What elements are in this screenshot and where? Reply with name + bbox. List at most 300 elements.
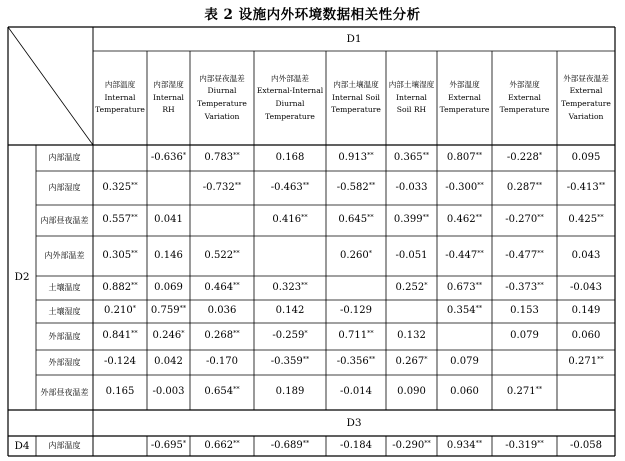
value-text	[271, 356, 310, 369]
value-text	[447, 305, 482, 318]
significance-mark: **	[301, 280, 308, 289]
value-cell	[437, 323, 492, 350]
value-cell	[254, 323, 326, 350]
column-header-en2: Temperature	[331, 105, 381, 115]
value-cell	[492, 350, 557, 375]
correlation-value: 0.246	[152, 330, 182, 342]
table-row-label	[38, 205, 91, 236]
significance-mark: **	[131, 280, 138, 289]
value-cell	[190, 171, 254, 205]
table-row-label	[38, 375, 91, 410]
correlation-value: 0.090	[397, 386, 426, 398]
value-text	[397, 330, 426, 343]
value-cell	[93, 350, 147, 375]
value-cell	[492, 323, 557, 350]
value-cell	[557, 205, 615, 236]
group-label-text: D3	[346, 416, 362, 429]
value-cell	[93, 276, 147, 300]
correlation-value: -0.477	[505, 249, 538, 261]
correlation-value: 0.079	[510, 330, 539, 342]
value-cell	[437, 236, 492, 276]
value-cell	[437, 350, 492, 375]
value-cell	[557, 375, 615, 410]
value-cell	[147, 276, 190, 300]
value-text	[340, 305, 372, 318]
value-cell	[93, 323, 147, 350]
row-label-text: 内部昼夜温差	[40, 215, 89, 225]
value-cell	[437, 205, 492, 236]
value-cell	[386, 300, 437, 323]
value-cell	[386, 171, 437, 205]
value-cell	[147, 236, 190, 276]
correlation-value: 0.060	[450, 386, 479, 398]
significance-mark: **	[367, 213, 374, 222]
value-text	[338, 330, 373, 343]
row-label-text: 外部昼夜温差	[40, 387, 89, 397]
correlation-value: -0.447	[445, 249, 478, 261]
value-text	[507, 152, 542, 165]
column-header	[327, 52, 385, 144]
value-cell	[254, 350, 326, 375]
correlation-value: 0.060	[571, 330, 601, 342]
correlation-value: 0.146	[154, 249, 183, 261]
value-cell	[326, 300, 386, 323]
correlation-value: -0.170	[205, 356, 238, 368]
correlation-value: -0.043	[569, 281, 602, 293]
group-label-text: D1	[346, 32, 362, 45]
value-cell	[254, 276, 326, 300]
group-label-text: D4	[14, 439, 30, 452]
correlation-value: -0.184	[339, 439, 372, 451]
correlation-value: 0.260	[340, 249, 369, 261]
value-cell	[190, 323, 254, 350]
column-header	[148, 52, 189, 144]
value-text	[505, 214, 544, 227]
row-label-text: 土壤湿度	[48, 306, 81, 316]
correlation-value: 0.079	[450, 356, 479, 368]
correlation-value: -0.636	[150, 151, 183, 163]
value-cell	[147, 436, 190, 456]
significance-mark: **	[422, 150, 430, 159]
value-text	[337, 182, 376, 195]
column-header-cn: 外部湿度	[509, 80, 540, 90]
significance-mark: **	[302, 438, 310, 447]
correlation-value: 0.043	[571, 249, 601, 261]
significance-mark: **	[537, 438, 544, 447]
significance-mark: **	[367, 329, 374, 338]
correlation-value: 0.882	[102, 281, 132, 293]
value-cell	[147, 323, 190, 350]
value-text	[104, 356, 136, 369]
value-text	[510, 330, 539, 343]
correlation-value: -0.359	[270, 356, 303, 368]
correlation-value: 0.807	[446, 151, 476, 163]
column-header-en2: RH	[162, 105, 175, 115]
correlation-value: -0.129	[339, 305, 372, 317]
column-header-cn: 内外部温差	[271, 73, 309, 83]
column-header-cn: 内部土壤湿度	[388, 80, 435, 90]
value-text	[395, 182, 427, 195]
value-cell	[326, 323, 386, 350]
correlation-value: 0.165	[105, 386, 135, 398]
value-text	[396, 356, 428, 369]
value-cell	[190, 145, 254, 171]
column-header-text	[153, 79, 184, 117]
significance-mark: **	[424, 438, 431, 447]
column-header-en1: Internal	[396, 92, 427, 102]
value-cell	[557, 276, 615, 300]
column-header-cn: 内部土壤温度	[333, 80, 379, 90]
value-cell	[326, 350, 386, 375]
row-label-text: 外部温度	[48, 331, 81, 341]
correlation-value: -0.290	[392, 439, 425, 451]
significance-mark: *	[182, 438, 187, 447]
row-label-text: 内部温度	[48, 153, 81, 162]
value-cell	[254, 375, 326, 410]
value-text	[572, 250, 601, 263]
column-header-cn: 外部昼夜温差	[563, 73, 609, 83]
correlation-value: -0.689	[270, 439, 303, 451]
correlation-value: 0.934	[446, 439, 476, 451]
value-text	[154, 356, 183, 369]
significance-mark: *	[424, 280, 428, 289]
value-text	[507, 182, 542, 195]
value-text	[204, 152, 239, 165]
correlation-value: -0.582	[336, 181, 369, 193]
column-header-text	[95, 79, 145, 117]
value-text	[154, 250, 183, 263]
correlation-value: -0.463	[270, 181, 303, 193]
significance-mark: **	[477, 248, 484, 257]
significance-mark: **	[597, 213, 604, 222]
correlation-value: -0.058	[569, 439, 602, 451]
value-cell	[557, 171, 615, 205]
value-text	[208, 305, 237, 318]
correlation-value: 0.168	[275, 151, 305, 163]
value-cell	[254, 171, 326, 205]
value-text	[340, 386, 372, 399]
value-cell	[557, 236, 615, 276]
significance-mark: **	[234, 180, 242, 189]
value-cell	[386, 205, 437, 236]
value-text	[445, 250, 484, 263]
correlation-value: -0.319	[505, 439, 538, 451]
value-cell	[326, 276, 386, 300]
correlation-value: -0.695	[150, 439, 183, 451]
significance-mark: **	[302, 355, 310, 364]
column-header-en1: External	[569, 86, 603, 96]
correlation-value: 0.323	[272, 281, 302, 293]
value-text	[271, 440, 310, 453]
table-row-label	[38, 300, 91, 323]
value-cell	[93, 436, 147, 456]
column-header-en1: Internal Soil	[332, 92, 380, 102]
value-cell	[492, 375, 557, 410]
correlation-value: 0.711	[338, 330, 368, 342]
value-cell	[190, 350, 254, 375]
value-cell	[492, 171, 557, 205]
correlation-value: 0.095	[571, 151, 601, 163]
column-header	[191, 52, 253, 144]
group-label-d4	[8, 436, 36, 456]
correlation-value: 0.325	[102, 181, 132, 193]
correlation-value: 0.673	[446, 281, 476, 293]
correlation-value: 0.305	[102, 249, 132, 261]
value-text	[102, 214, 137, 227]
value-cell	[147, 145, 190, 171]
column-header-text	[500, 79, 550, 117]
value-cell	[147, 205, 190, 236]
value-cell	[437, 171, 492, 205]
correlation-value: -0.051	[395, 249, 428, 261]
value-text	[572, 330, 601, 343]
column-header-en2: Temperature Variation	[197, 99, 247, 121]
value-text	[394, 152, 429, 165]
table-title: 表 2 设施内外环境数据相关性分析	[204, 7, 421, 23]
value-cell	[437, 145, 492, 171]
value-cell	[326, 375, 386, 410]
value-text	[337, 356, 376, 369]
value-text	[505, 250, 544, 263]
value-cell	[147, 171, 190, 205]
significance-mark: *	[182, 150, 187, 159]
correlation-value: 0.759	[150, 305, 180, 317]
significance-mark: **	[368, 355, 376, 364]
value-cell	[254, 300, 326, 323]
value-text	[102, 282, 137, 295]
value-text	[450, 386, 479, 399]
value-cell	[437, 276, 492, 300]
correlation-value: 0.271	[568, 356, 598, 368]
value-text	[203, 182, 242, 195]
correlation-value: -0.300	[445, 181, 478, 193]
correlation-value: 0.416	[272, 214, 302, 226]
value-cell	[254, 436, 326, 456]
value-text	[447, 282, 482, 295]
significance-mark: **	[233, 438, 240, 447]
significance-mark: **	[422, 213, 430, 222]
correlation-value: -0.124	[103, 356, 136, 368]
column-header-text	[331, 79, 381, 117]
value-cell	[492, 205, 557, 236]
correlation-value: 0.365	[393, 151, 423, 163]
correlation-value: 0.042	[154, 356, 183, 368]
significance-mark: **	[368, 180, 376, 189]
column-header	[438, 52, 491, 144]
correlation-value: 0.557	[102, 214, 132, 226]
value-cell	[326, 205, 386, 236]
correlation-value: -0.356	[336, 356, 369, 368]
value-text	[102, 182, 137, 195]
value-text	[445, 182, 484, 195]
value-text	[151, 152, 186, 165]
value-text	[204, 250, 239, 263]
value-cell	[93, 145, 147, 171]
column-header	[558, 52, 614, 144]
significance-mark: **	[477, 180, 484, 189]
significance-mark: **	[535, 180, 543, 189]
correlation-value: 0.153	[510, 305, 539, 317]
correlation-value: -0.014	[339, 386, 372, 398]
correlation-value: 0.287	[506, 181, 536, 193]
value-text	[570, 440, 602, 453]
group-label-d1	[93, 27, 615, 51]
significance-mark: **	[302, 180, 310, 189]
value-cell	[386, 436, 437, 456]
correlation-value: 0.069	[154, 281, 183, 293]
row-label-text: 外部湿度	[48, 357, 81, 367]
value-cell	[190, 300, 254, 323]
value-cell	[386, 236, 437, 276]
value-text	[271, 182, 310, 195]
value-text	[394, 214, 429, 227]
correlation-value: -0.033	[395, 181, 428, 193]
correlation-value: 0.132	[397, 330, 426, 342]
table-row-label	[38, 350, 91, 375]
value-text	[340, 250, 372, 263]
correlation-value: 0.267	[395, 356, 425, 368]
value-cell	[437, 300, 492, 323]
table-row-d4-label	[38, 436, 91, 456]
value-cell	[386, 145, 437, 171]
value-text	[395, 250, 427, 263]
value-text	[338, 152, 373, 165]
value-cell	[93, 236, 147, 276]
column-header-en2: Temperature	[439, 105, 490, 115]
value-text	[272, 214, 307, 227]
value-text	[392, 440, 431, 453]
value-cell	[93, 171, 147, 205]
row-label-text: 内部温度	[48, 441, 81, 450]
significance-mark: *	[181, 329, 185, 338]
value-text	[104, 305, 136, 318]
value-cell	[386, 276, 437, 300]
value-text	[340, 440, 372, 453]
table-row-label	[38, 145, 91, 171]
column-header-en2: Temperature	[95, 105, 145, 115]
value-cell	[254, 205, 326, 236]
value-cell	[147, 375, 190, 410]
significance-mark: **	[233, 248, 240, 257]
significance-mark: **	[233, 150, 240, 159]
correlation-value: 0.462	[446, 214, 476, 226]
value-cell	[557, 323, 615, 350]
row-label-text: 内外部温差	[44, 251, 85, 260]
correlation-value: -0.732	[202, 181, 235, 193]
correlation-value: 0.654	[204, 386, 234, 398]
value-cell	[93, 375, 147, 410]
column-header-en1: External-Internal	[256, 86, 324, 96]
corner-diagonal	[8, 27, 93, 145]
significance-mark: **	[475, 213, 483, 222]
value-cell	[557, 145, 615, 171]
correlation-value: 0.189	[275, 386, 305, 398]
value-text	[276, 386, 305, 399]
value-text	[568, 356, 603, 369]
group-label-d2	[8, 145, 36, 410]
column-header-text	[191, 73, 253, 123]
value-cell	[492, 145, 557, 171]
column-header-cn: 内部湿度	[153, 80, 184, 90]
value-text	[572, 152, 601, 165]
significance-mark: **	[475, 280, 483, 289]
column-header	[94, 52, 146, 144]
significance-mark: **	[537, 248, 544, 257]
value-cell	[254, 236, 326, 276]
column-header-text	[558, 73, 614, 123]
column-header-cn: 外部温度	[449, 80, 480, 90]
value-cell	[492, 236, 557, 276]
significance-mark: *	[538, 150, 543, 159]
column-header-cn: 内部昼夜温差	[199, 73, 245, 83]
value-text	[151, 440, 186, 453]
value-cell	[147, 350, 190, 375]
value-cell	[190, 436, 254, 456]
value-text	[102, 250, 137, 263]
value-text	[396, 282, 428, 295]
table-row-label	[38, 236, 91, 276]
correlation-value: -0.003	[152, 386, 185, 398]
value-text	[505, 282, 544, 295]
correlation-value: 0.149	[571, 305, 601, 317]
value-text	[153, 330, 185, 343]
value-text	[106, 386, 135, 399]
column-header-en1: Diurnal	[207, 86, 237, 96]
value-cell	[147, 300, 190, 323]
value-cell	[437, 436, 492, 456]
value-text	[507, 386, 542, 399]
value-text	[447, 214, 482, 227]
value-text	[204, 440, 239, 453]
correlation-value: 0.425	[568, 214, 598, 226]
significance-mark: **	[367, 150, 374, 159]
correlation-value: -0.373	[505, 281, 538, 293]
correlation-value: 0.841	[102, 330, 132, 342]
value-cell	[557, 350, 615, 375]
significance-mark: **	[301, 213, 308, 222]
column-header-en2: Temperature	[499, 105, 550, 115]
column-header-cn: 内部温度	[104, 80, 136, 90]
correlation-value: 0.041	[154, 214, 183, 226]
significance-mark: **	[598, 180, 606, 189]
significance-mark: *	[304, 329, 308, 338]
significance-mark: **	[535, 385, 543, 394]
value-text	[154, 282, 183, 295]
value-text	[510, 305, 539, 318]
significance-mark: **	[179, 304, 187, 313]
significance-mark: *	[424, 355, 428, 364]
significance-mark: **	[233, 280, 240, 289]
correlation-value: 0.522	[204, 249, 234, 261]
correlation-value: 0.271	[506, 386, 536, 398]
value-text	[567, 182, 606, 195]
correlation-value: 0.464	[204, 281, 234, 293]
group-label-text: D2	[14, 271, 30, 284]
significance-mark: **	[131, 180, 138, 189]
value-text	[204, 330, 239, 343]
value-text	[568, 214, 603, 227]
correlation-value: 0.645	[338, 214, 368, 226]
value-text	[276, 152, 305, 165]
correlation-value: 0.913	[338, 151, 368, 163]
significance-mark: *	[132, 304, 136, 313]
value-text	[206, 356, 238, 369]
table-row-label	[38, 171, 91, 205]
value-cell	[557, 300, 615, 323]
value-text	[151, 305, 186, 318]
correlation-value: -0.413	[566, 181, 599, 193]
significance-mark: *	[368, 248, 372, 257]
